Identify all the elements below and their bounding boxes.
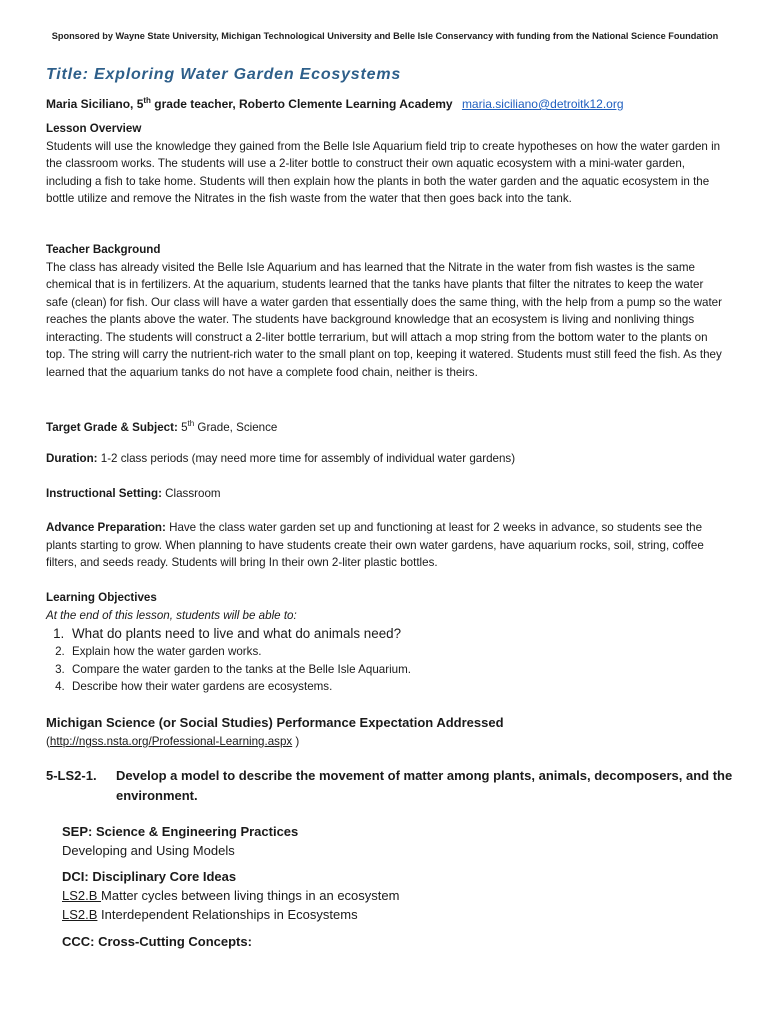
michigan-standards-section xyxy=(46,713,726,751)
target-grade-value: 5 xyxy=(177,420,188,434)
standard-5-ls2-1 xyxy=(46,766,736,806)
teacher-background-text: The class has already visited the Belle Isle Aquarium and has learned that the Nitrate in the water from fish wastes is the same chemical that is in fertilizers. At the aquarium, students learned that the tanks have plants that filter the nitrates to keep the water safe (clean) for fish. Our class will have a water garden that essentially does the same thing, with the help from a pump so the water reaches the plants above the water. The students have background knowledge that an ecosystem is living and nonliving things interacting. The students will construct a 2-liter bottle terrarium, but will attach a mop string from the bottom water to the plants on top. The string will carry the nutrient-rich water to the small plant on top, keeping it watered. Students must still feed the fish. As they learned that the aquarium tanks do not have a complete food chain, neither is theirs. xyxy=(46,260,722,379)
instructional-setting-label: Instructional Setting: xyxy=(46,487,162,500)
dci-text: Matter cycles between living things in an ecosystem xyxy=(101,888,400,903)
list-item: 3. Compare the water garden to the tanks at the Belle Isle Aquarium. xyxy=(68,661,726,679)
teacher-background-section xyxy=(46,241,726,381)
link-open-paren: ( xyxy=(46,735,50,748)
advance-preparation-section xyxy=(46,519,726,572)
advance-preparation-label: Advance Preparation: xyxy=(46,521,166,534)
ccc-section xyxy=(62,932,742,951)
link-close-paren: ) xyxy=(292,735,300,748)
target-grade-sup: th xyxy=(187,419,195,428)
dci-item xyxy=(62,905,742,924)
instructional-setting-value: Classroom xyxy=(161,487,221,500)
learning-objectives-heading: Learning Objectives xyxy=(46,591,157,604)
page-title: Title: Exploring Water Garden Ecosystems xyxy=(46,66,402,83)
target-grade-line xyxy=(46,415,726,436)
learning-objectives-section xyxy=(46,589,726,696)
sep-value: Developing and Using Models xyxy=(62,843,235,858)
ngss-link[interactable]: http://ngss.nsta.org/Professional-Learning.aspx xyxy=(49,735,293,748)
author-name: Maria Siciliano, 5 xyxy=(46,97,144,111)
author-email-link[interactable]: maria.siciliano@detroitk12.org xyxy=(461,97,624,111)
duration-label: Duration: xyxy=(46,452,98,465)
dci-section xyxy=(62,867,742,924)
dci-item xyxy=(62,886,742,905)
lesson-overview-section xyxy=(46,120,726,208)
author-line xyxy=(46,96,624,111)
learning-objectives-list xyxy=(46,624,726,696)
michigan-standards-heading: Michigan Science (or Social Studies) Performance Expectation Addressed xyxy=(46,715,504,730)
standard-description: Develop a model to describe the movement of matter among plants, animals, decomposers, and the environment. xyxy=(116,768,733,803)
lesson-overview-heading: Lesson Overview xyxy=(46,122,142,135)
sep-label: SEP: Science & Engineering Practices xyxy=(62,824,299,839)
ccc-label: CCC: Cross-Cutting Concepts: xyxy=(62,934,252,949)
teacher-background-heading: Teacher Background xyxy=(46,243,161,256)
author-role: grade teacher, Roberto Clemente Learning Academy xyxy=(150,97,453,111)
instructional-setting-line xyxy=(46,485,726,503)
sep-section xyxy=(62,822,742,860)
michigan-standards-link-line xyxy=(46,732,726,751)
learning-objectives-intro: At the end of this lesson, students will be able to: xyxy=(46,608,297,622)
dci-code-link[interactable]: LS2.B xyxy=(62,888,102,903)
list-item: 4. Describe how their water gardens are ecosystems. xyxy=(68,678,726,696)
list-item: 1. What do plants need to live and what do animals need? xyxy=(68,624,726,643)
author-grade-sup: th xyxy=(143,96,151,105)
dci-text: Interdependent Relationships in Ecosystems xyxy=(97,907,358,922)
list-item: 2. Explain how the water garden works. xyxy=(68,643,726,661)
dci-code-link[interactable]: LS2.B xyxy=(62,907,98,922)
advance-preparation-value: Have the class water garden set up and functioning at least for 2 weeks in advance, so students see the plants starting to grow. When planning to have students create their own water gardens, have aquarium rocks, soil, string, coffee filters, and seeds ready. Students will bring In their own 2-liter plastic bottles. xyxy=(46,521,704,569)
target-grade-label: Target Grade & Subject: xyxy=(46,420,178,434)
dci-label: DCI: Disciplinary Core Ideas xyxy=(62,869,237,884)
lesson-overview-text: Students will use the knowledge they gained from the Belle Isle Aquarium field trip to create hypotheses on how the water garden in the classroom works. The students will use a 2-liter bottle to construct their own aquatic ecosystem with a mini-water garden, including a fish to take home. Students will then explain how the plants in both the water garden and the aquatic ecosystem in the bottle utilize and remove the Nitrates in the fish waste from the water that then goes back into the tank. xyxy=(46,139,721,205)
duration-line xyxy=(46,450,726,468)
standard-code: 5-LS2-1. xyxy=(46,768,97,783)
sponsor-line: Sponsored by Wayne State University, Michigan Technological University and Belle Isle Conservancy with funding from the National Science Foundation xyxy=(51,31,719,41)
target-grade-value-rest: Grade, Science xyxy=(194,420,278,434)
duration-value: 1-2 class periods (may need more time for assembly of individual water gardens) xyxy=(97,452,516,465)
